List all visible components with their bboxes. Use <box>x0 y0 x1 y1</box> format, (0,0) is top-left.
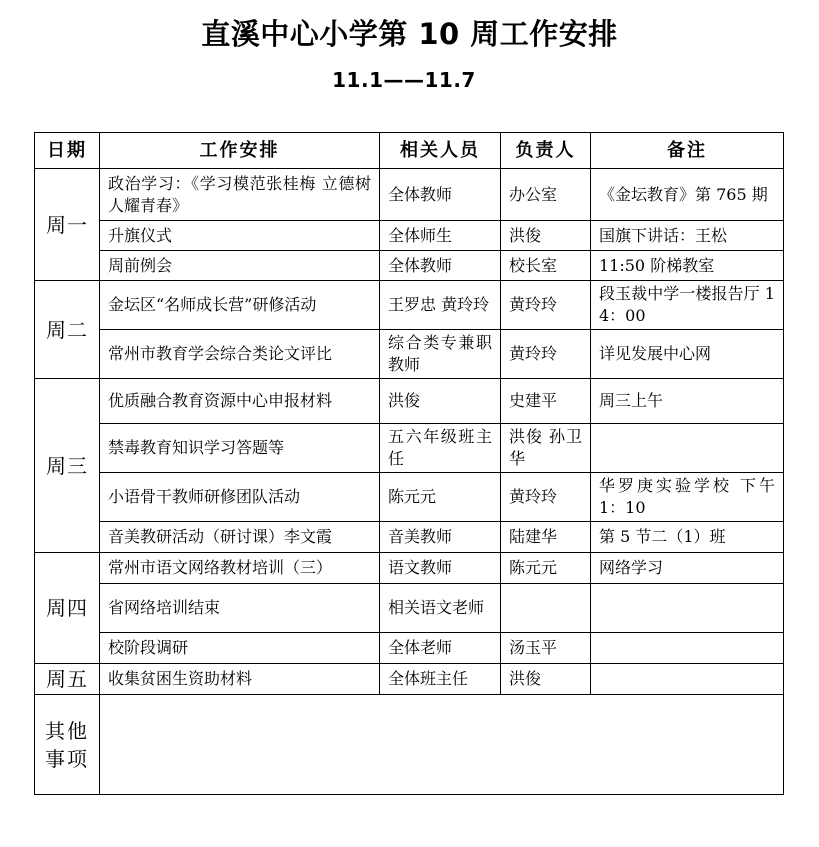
task-cell: 常州市教育学会综合类论文评比 <box>100 330 380 379</box>
people-cell: 全体老师 <box>380 633 501 664</box>
owner-cell: 办公室 <box>501 169 591 221</box>
header-owner: 负责人 <box>501 133 591 169</box>
task-cell: 校阶段调研 <box>100 633 380 664</box>
day-label-fri: 周五 <box>35 664 100 695</box>
note-cell <box>591 633 784 664</box>
table-row <box>35 251 784 281</box>
owner-cell: 洪俊 <box>501 221 591 251</box>
owner-cell: 陆建华 <box>501 522 591 553</box>
people-cell: 音美教师 <box>380 522 501 553</box>
table-row <box>35 664 784 695</box>
header-note: 备注 <box>591 133 784 169</box>
task-cell: 禁毒教育知识学习答题等 <box>100 424 380 473</box>
other-items-content <box>100 695 784 795</box>
people-cell: 全体教师 <box>380 251 501 281</box>
task-cell: 优质融合教育资源中心申报材料 <box>100 379 380 424</box>
table-row <box>35 169 784 221</box>
people-cell: 全体教师 <box>380 169 501 221</box>
header-people: 相关人员 <box>380 133 501 169</box>
owner-cell: 洪俊 孙卫华 <box>501 424 591 473</box>
table-row <box>35 424 784 473</box>
note-cell: 《金坛教育》第 765 期 <box>591 169 784 221</box>
task-cell: 常州市语文网络教材培训（三） <box>100 553 380 584</box>
task-cell: 政治学习：《学习模范张桂梅 立德树人耀青春》 <box>100 169 380 221</box>
schedule-table <box>34 132 784 795</box>
document-title: 直溪中心小学第 10 周工作安排 <box>201 17 618 51</box>
day-label-tue: 周二 <box>35 281 100 379</box>
owner-cell: 汤玉平 <box>501 633 591 664</box>
task-cell: 小语骨干教师研修团队活动 <box>100 473 380 522</box>
owner-cell: 陈元元 <box>501 553 591 584</box>
owner-cell: 洪俊 <box>501 664 591 695</box>
people-cell: 全体师生 <box>380 221 501 251</box>
header-row <box>35 133 784 169</box>
note-cell: 国旗下讲话：王松 <box>591 221 784 251</box>
day-label-mon: 周一 <box>35 169 100 281</box>
other-items-row <box>35 695 784 795</box>
task-cell: 音美教研活动（研讨课）李文霞 <box>100 522 380 553</box>
people-cell: 五六年级班主任 <box>380 424 501 473</box>
owner-cell <box>501 584 591 633</box>
task-cell: 升旗仪式 <box>100 221 380 251</box>
owner-cell: 黄玲玲 <box>501 330 591 379</box>
table-row <box>35 522 784 553</box>
day-label-other <box>35 695 100 795</box>
task-cell: 金坛区“名师成长营”研修活动 <box>100 281 380 330</box>
header-date: 日期 <box>35 133 100 169</box>
owner-cell: 黄玲玲 <box>501 281 591 330</box>
table-row <box>35 584 784 633</box>
note-cell: 第 5 节二（1）班 <box>591 522 784 553</box>
day-label-thu: 周四 <box>35 553 100 664</box>
people-cell: 王罗忠 黄玲玲 <box>380 281 501 330</box>
other-items-label: 其他事项 <box>45 718 89 771</box>
date-range: 11.1——11.7 <box>332 68 476 92</box>
people-cell: 陈元元 <box>380 473 501 522</box>
note-cell: 段玉裁中学一楼报告厅 14：00 <box>591 281 784 330</box>
note-cell: 网络学习 <box>591 553 784 584</box>
people-cell: 综合类专兼职教师 <box>380 330 501 379</box>
note-cell: 详见发展中心网 <box>591 330 784 379</box>
note-cell <box>591 584 784 633</box>
owner-cell: 黄玲玲 <box>501 473 591 522</box>
note-cell <box>591 664 784 695</box>
header-task: 工作安排 <box>100 133 380 169</box>
table-row <box>35 221 784 251</box>
table-row <box>35 330 784 379</box>
table-row <box>35 473 784 522</box>
note-cell: 华罗庚实验学校 下午 1：10 <box>591 473 784 522</box>
task-cell: 收集贫困生资助材料 <box>100 664 380 695</box>
owner-cell: 史建平 <box>501 379 591 424</box>
owner-cell: 校长室 <box>501 251 591 281</box>
people-cell: 洪俊 <box>380 379 501 424</box>
day-label-wed: 周三 <box>35 379 100 553</box>
task-cell: 周前例会 <box>100 251 380 281</box>
task-cell: 省网络培训结束 <box>100 584 380 633</box>
note-cell: 周三上午 <box>591 379 784 424</box>
table-row <box>35 379 784 424</box>
table-row <box>35 553 784 584</box>
people-cell: 全体班主任 <box>380 664 501 695</box>
note-cell: 11:50 阶梯教室 <box>591 251 784 281</box>
people-cell: 相关语文老师 <box>380 584 501 633</box>
table-row <box>35 633 784 664</box>
note-cell <box>591 424 784 473</box>
people-cell: 语文教师 <box>380 553 501 584</box>
table-row <box>35 281 784 330</box>
